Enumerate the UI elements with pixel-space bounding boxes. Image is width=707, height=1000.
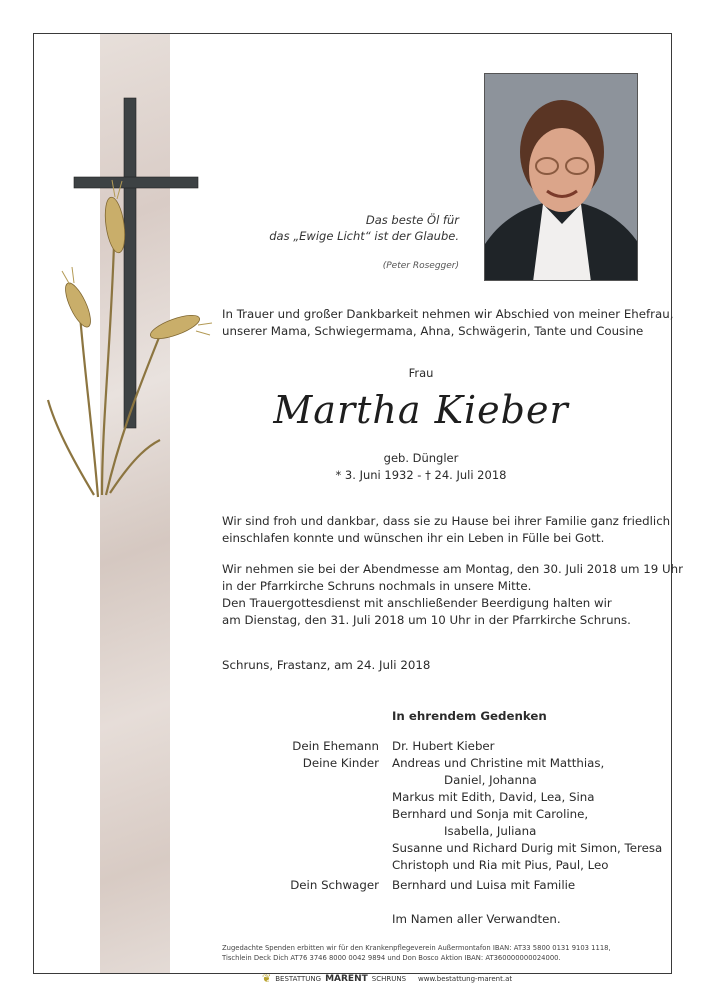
quote-block bbox=[269, 212, 459, 274]
funeral-home-logo bbox=[262, 972, 512, 985]
paragraph-line: einschlafen konnte und wünschen ihr ein Leben in Fülle bei Gott. bbox=[222, 531, 605, 545]
paragraph-line: Den Trauergottesdienst mit anschließender Beerdigung halten wir bbox=[222, 596, 612, 610]
children-list bbox=[392, 755, 662, 874]
life-dates: * 3. Juni 1932 - † 24. Juli 2018 bbox=[335, 468, 507, 482]
logo-brand: MARENT bbox=[325, 973, 368, 984]
deceased-title: Frau bbox=[408, 366, 434, 380]
list-item: Markus mit Edith, David, Lea, Sina bbox=[392, 790, 595, 804]
role-brother-in-law: Dein Schwager bbox=[290, 878, 379, 892]
logo-url: www.bestattung-marent.at bbox=[418, 974, 513, 983]
paragraph-services bbox=[222, 561, 683, 629]
quote-line: Das beste Öl für bbox=[365, 213, 459, 227]
portrait-photo bbox=[484, 73, 638, 281]
paragraph-line: in der Pfarrkirche Schruns nochmals in unsere Mitte. bbox=[222, 579, 532, 593]
intro-line: unserer Mama, Schwiegermama, Ahna, Schwägerin, Tante und Cousine bbox=[222, 324, 644, 338]
intro-line: In Trauer und großer Dankbarkeit nehmen wir Abschied von meiner Ehefrau, bbox=[222, 307, 674, 321]
list-item: Isabella, Juliana bbox=[444, 824, 537, 838]
intro-text bbox=[222, 306, 673, 340]
paragraph-line: Wir sind froh und dankbar, dass sie zu Hause bei ihrer Familie ganz friedlich bbox=[222, 514, 671, 528]
logo-location: SCHRUNS bbox=[371, 974, 407, 983]
footnote-line: Zugedachte Spenden erbitten wir für den Krankenpflegeverein Außermontafon IBAN: AT33 5800 0131 9103 1118, bbox=[222, 944, 611, 952]
mourners-heading: In ehrendem Gedenken bbox=[392, 709, 547, 723]
husband-name: Dr. Hubert Kieber bbox=[392, 739, 495, 753]
paragraph-gratitude bbox=[222, 513, 670, 547]
paragraph-line: am Dienstag, den 31. Juli 2018 um 10 Uhr in der Pfarrkirche Schruns. bbox=[222, 613, 631, 627]
list-item: Bernhard und Sonja mit Caroline, bbox=[392, 807, 589, 821]
donation-footnote bbox=[222, 943, 611, 963]
footnote-line: Tischlein Deck Dich AT76 3746 8000 0042 9894 und Don Bosco Aktion IBAN: AT360000000024000. bbox=[222, 954, 561, 962]
brother-in-law-name: Bernhard und Luisa mit Familie bbox=[392, 878, 576, 892]
list-item: Andreas und Christine mit Matthias, bbox=[392, 756, 605, 770]
deceased-name: Martha Kieber bbox=[273, 388, 569, 432]
quote-line: das „Ewige Licht“ ist der Glaube. bbox=[269, 229, 459, 243]
leaf-icon: ❦ bbox=[262, 972, 272, 985]
closing-line: Im Namen aller Verwandten. bbox=[392, 912, 561, 926]
role-husband: Dein Ehemann bbox=[292, 739, 379, 753]
list-item: Susanne und Richard Durig mit Simon, Teresa bbox=[392, 841, 663, 855]
paragraph-line: Wir nehmen sie bei der Abendmesse am Montag, den 30. Juli 2018 um 19 Uhr bbox=[222, 562, 683, 576]
place-date: Schruns, Frastanz, am 24. Juli 2018 bbox=[222, 658, 431, 672]
list-item: Daniel, Johanna bbox=[444, 773, 537, 787]
list-item: Christoph und Ria mit Pius, Paul, Leo bbox=[392, 858, 609, 872]
logo-prefix: BESTATTUNG bbox=[275, 974, 322, 983]
quote-author: (Peter Rosegger) bbox=[382, 261, 459, 271]
birth-name: geb. Düngler bbox=[383, 451, 459, 465]
role-children: Deine Kinder bbox=[302, 756, 379, 770]
